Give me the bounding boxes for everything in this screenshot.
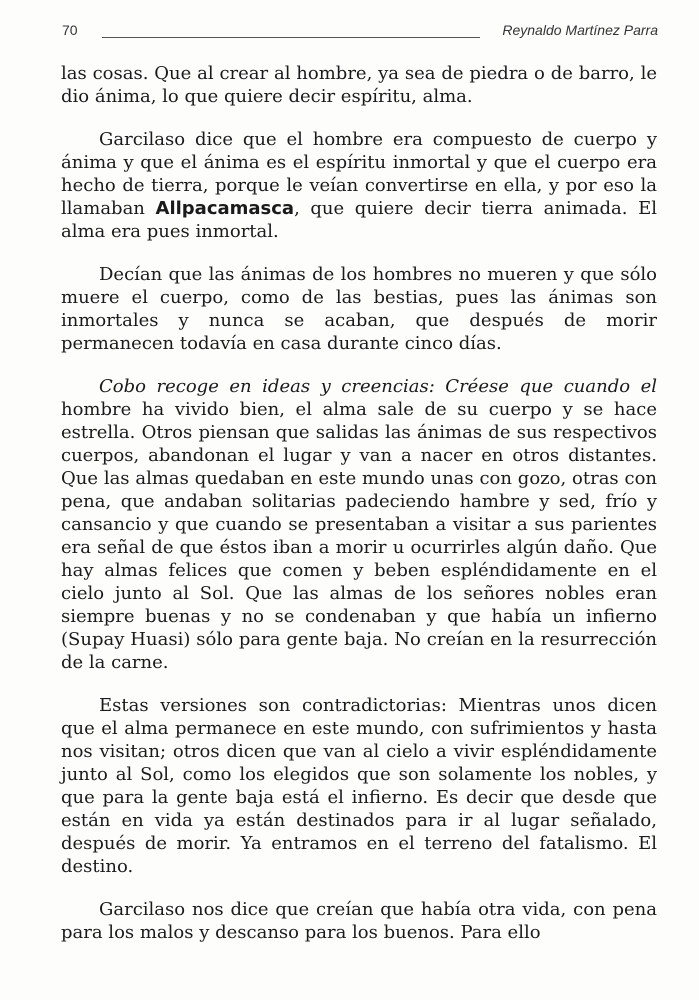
paragraph-1 (61, 62, 657, 108)
paragraph-4 (61, 375, 657, 674)
running-author: Reynaldo Martínez Parra (502, 22, 658, 38)
paragraph-5 (61, 694, 657, 878)
paragraph-text: Garcilaso dice que el hombre era compuesto de cuerpo y ánima y que el ánima es el espíritu inmortal y que el cuerpo era hecho de tierra, porque le veían convertirse en ella, y por eso la llamaban (61, 129, 657, 219)
italic-quote: Cobo recoge en ideas y creencias: Créese que cuando el (99, 376, 657, 397)
header-rule (102, 37, 480, 38)
paragraph-text: hombre ha vivido bien, el alma sale de su cuerpo y se hace estrella. Otros piensan que salidas las ánimas de sus respectivos cuerpos, abandonan el lugar y van a nacer en otros distantes. Que las almas quedaban en este mundo unas con gozo, otras con pena, que andaban solitarias padeciendo hambre y sed, frío y cansancio y que cuando se presentaban a visitar a sus parientes era señal de que éstos iban a morir u ocurrirles algún daño. Que hay almas felices que comen y beben espléndidamente en el cielo junto al Sol. Que las almas de los señores nobles eran siempre buenas y no se condenaban y que había un infierno (Supay Huasi) sólo para gente baja. No creían en la resurrección de la carne. (61, 399, 657, 673)
paragraph-6 (61, 898, 657, 944)
body-text (61, 62, 657, 944)
bold-term: Allpacamasca (155, 198, 295, 219)
paragraph-text: Estas versiones son contradictorias: Mientras unos dicen que el alma permanece en este mundo, con sufrimientos y hasta nos visitan; otros dicen que van al cielo a vivir espléndidamente junto al Sol, como los elegidos que son solamente los nobles, y que para la gente baja está el infierno. Es decir que desde que están en vida ya están destinados para ir al lugar señalado, después de morir. Ya entramos en el terreno del fatalismo. El destino. (61, 695, 657, 877)
paragraph-text: las cosas. Que al crear al hombre, ya sea de piedra o de barro, le dio ánima, lo que quiere decir espíritu, alma. (61, 63, 657, 107)
paragraph-text: Decían que las ánimas de los hombres no mueren y que sólo muere el cuerpo, como de las bestias, pues las ánimas son inmortales y nunca se acaban, que después de morir permanecen todavía en casa durante cinco días. (61, 264, 657, 354)
paragraph-3 (61, 263, 657, 355)
page-number: 70 (62, 22, 78, 38)
running-header (62, 22, 658, 44)
paragraph-2 (61, 128, 657, 243)
paragraph-text: , que quiere decir tierra animada. El alma era pues inmortal. (61, 198, 657, 242)
paragraph-text: Garcilaso nos dice que creían que había otra vida, con pena para los malos y descanso para los buenos. Para ello (61, 899, 657, 943)
